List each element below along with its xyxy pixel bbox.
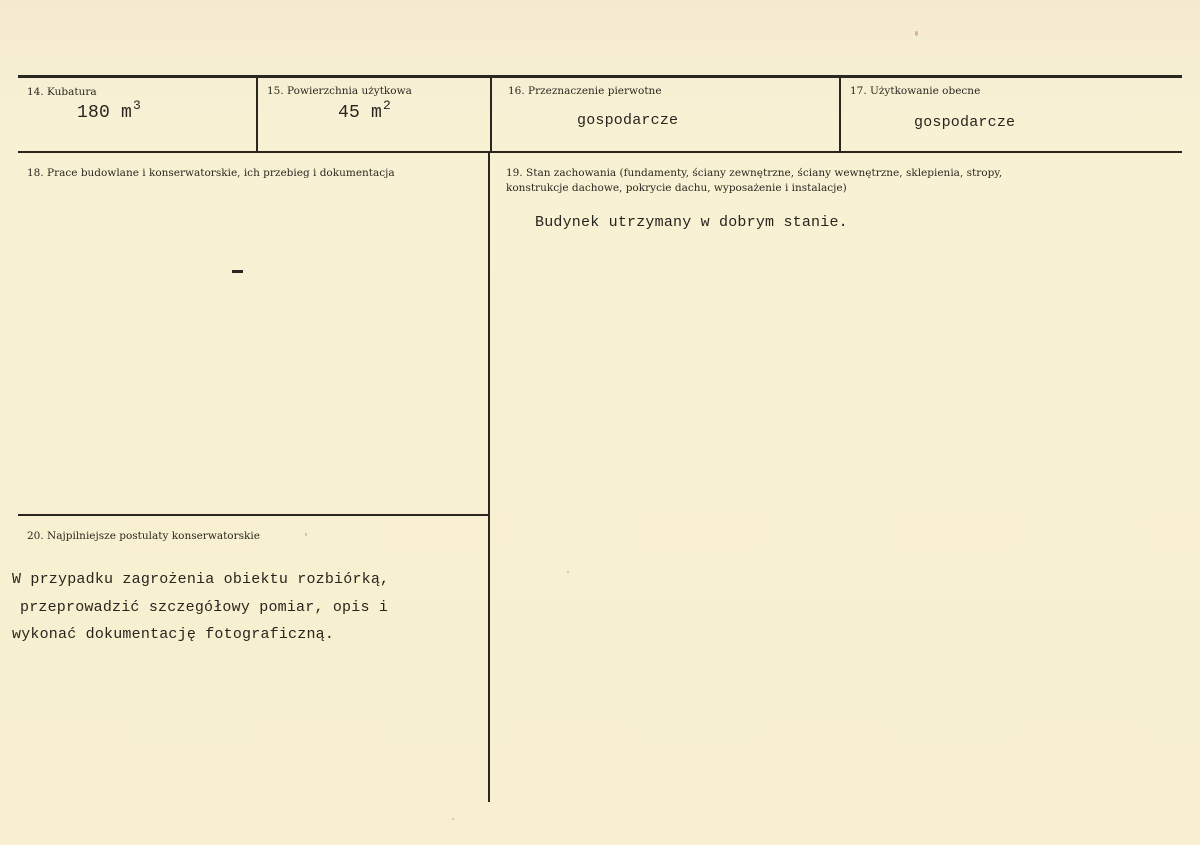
main-vertical-divider: [488, 153, 490, 802]
top-border-line: [18, 75, 1182, 78]
paper-speck: [305, 533, 307, 536]
field-16-label: 16. Przeznaczenie pierwotne: [508, 85, 662, 97]
field-20-line-1: W przypadku zagrożenia obiektu rozbiórką,: [12, 571, 390, 588]
field-14-value: [77, 98, 142, 123]
field-18-label: 18. Prace budowlane i konserwatorskie, ich przebieg i dokumentacja: [27, 167, 395, 179]
paper-speck: [452, 818, 454, 820]
field-16-value: gospodarcze: [577, 112, 679, 129]
field-15-exponent: 2: [383, 98, 392, 113]
field-20-label: 20. Najpilniejsze postulaty konserwatorskie: [27, 530, 260, 542]
paper-speck: [567, 571, 569, 573]
paper-speck: [915, 31, 918, 36]
field-14-number: 180 m: [77, 103, 133, 123]
field-15-label: 15. Powierzchnia użytkowa: [267, 85, 412, 97]
field-15-value: [338, 98, 392, 123]
field-20-line-3: wykonać dokumentację fotograficzną.: [12, 626, 335, 643]
divider-15-16: [490, 78, 492, 152]
field-14-exponent: 3: [133, 98, 142, 113]
field-19-label-line1: 19. Stan zachowania (fundamenty, ściany zewnętrzne, ściany wewnętrzne, sklepienia, stropy,: [506, 167, 1003, 179]
field-18-empty-dash: [232, 270, 243, 273]
field-17-value: gospodarcze: [914, 114, 1016, 131]
field-14-label: 14. Kubatura: [27, 86, 97, 98]
divider-14-15: [256, 78, 258, 152]
field-19-label-line2: konstrukcje dachowe, pokrycie dachu, wyposażenie i instalacje): [506, 182, 847, 194]
field-20-line-2: przeprowadzić szczegółowy pomiar, opis i: [20, 599, 389, 616]
header-row-bottom-line: [18, 151, 1182, 153]
field-17-label: 17. Użytkowanie obecne: [850, 85, 981, 97]
field-15-number: 45 m: [338, 103, 383, 123]
divider-16-17: [839, 78, 841, 152]
field-19-value: Budynek utrzymany w dobrym stanie.: [535, 214, 848, 231]
field-18-bottom-line: [18, 514, 490, 516]
